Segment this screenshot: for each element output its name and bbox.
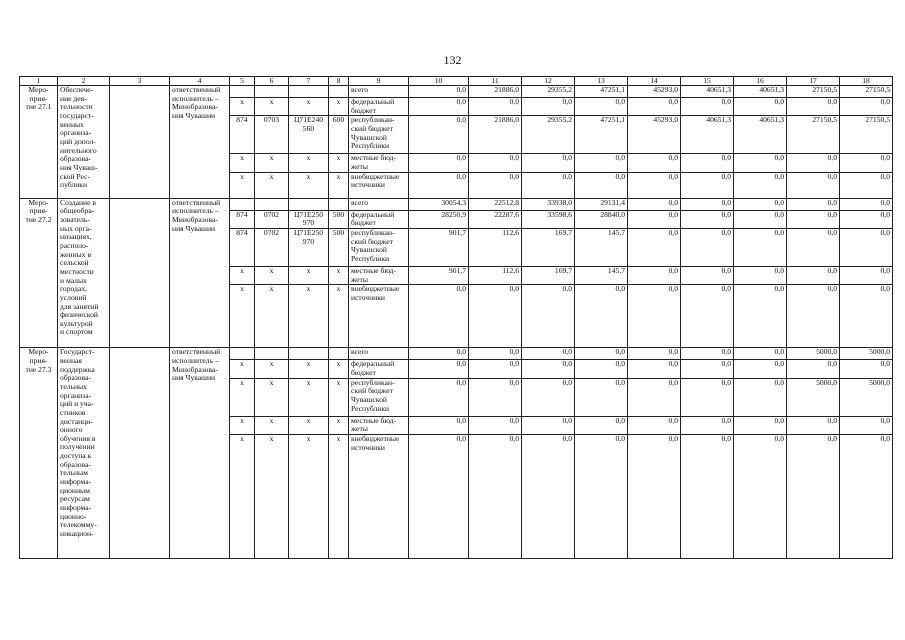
value-cell-year-3: 0,0 <box>522 348 575 360</box>
value-cell-year-7: 40651,3 <box>734 86 787 98</box>
value-cell-year-6: 0,0 <box>681 228 734 266</box>
value-cell-year-3: 0,0 <box>522 98 575 116</box>
code-expense-type-cell: x <box>329 416 349 434</box>
measure-number: Меро- прия- тие 27.1 <box>20 86 58 199</box>
code-target-item-cell: x <box>289 434 329 558</box>
value-cell-year-1: 30054,3 <box>409 198 469 210</box>
header-cell-17: 17 <box>787 77 840 86</box>
value-cell-year-4: 0,0 <box>575 360 628 378</box>
value-cell-year-4: 145,7 <box>575 228 628 266</box>
value-cell-year-2: 0,0 <box>469 154 522 172</box>
header-cell-2: 2 <box>58 77 110 86</box>
funding-source-cell: местные бюд- жеты <box>349 266 409 284</box>
value-cell-year-8: 27150,5 <box>787 116 840 154</box>
code-section-cell <box>255 348 289 360</box>
table-body <box>20 86 893 559</box>
value-cell-year-8: 0,0 <box>787 172 840 198</box>
code-section-cell: x <box>255 154 289 172</box>
value-cell-year-4: 0,0 <box>575 348 628 360</box>
code-expense-type-cell: x <box>329 98 349 116</box>
code-expense-type-cell: x <box>329 266 349 284</box>
value-cell-year-2: 0,0 <box>469 360 522 378</box>
value-cell-year-6: 40651,3 <box>681 116 734 154</box>
executor-cell: ответственный исполнитель – Минобразова- ния Чувашии <box>170 348 230 559</box>
value-cell-year-8: 0,0 <box>787 434 840 558</box>
value-cell-year-5: 0,0 <box>628 172 681 198</box>
column-3-cell <box>110 348 170 559</box>
code-grbs-cell: x <box>230 434 255 558</box>
value-cell-year-3: 29355,2 <box>522 116 575 154</box>
value-cell-year-8: 0,0 <box>787 228 840 266</box>
value-cell-year-4: 0,0 <box>575 98 628 116</box>
value-cell-year-2: 21886,0 <box>469 116 522 154</box>
value-cell-year-5: 45293,0 <box>628 116 681 154</box>
code-target-item-cell: x <box>289 416 329 434</box>
funding-source-cell: республикан- ский бюджет Чувашской Республики <box>349 116 409 154</box>
value-cell-year-3: 169,7 <box>522 228 575 266</box>
code-grbs-cell <box>230 198 255 210</box>
value-cell-year-2: 22287,6 <box>469 210 522 228</box>
header-cell-14: 14 <box>628 77 681 86</box>
value-cell-year-7: 0,0 <box>734 266 787 284</box>
value-cell-year-6: 0,0 <box>681 198 734 210</box>
value-cell-year-5: 0,0 <box>628 360 681 378</box>
value-cell-year-5: 0,0 <box>628 210 681 228</box>
header-cell-6: 6 <box>255 77 289 86</box>
code-section-cell: x <box>255 285 289 348</box>
code-section-cell: x <box>255 416 289 434</box>
header-cell-5: 5 <box>230 77 255 86</box>
value-cell-year-1: 901,7 <box>409 228 469 266</box>
funding-source-cell: федеральный бюджет <box>349 98 409 116</box>
funding-source-cell: федеральный бюджет <box>349 360 409 378</box>
value-cell-year-1: 0,0 <box>409 434 469 558</box>
code-target-item-cell <box>289 198 329 210</box>
code-target-item-cell: x <box>289 98 329 116</box>
code-expense-type-cell <box>329 86 349 98</box>
value-cell-year-3: 0,0 <box>522 285 575 348</box>
code-section-cell: 0703 <box>255 116 289 154</box>
value-cell-year-3: 0,0 <box>522 360 575 378</box>
value-cell-year-6: 0,0 <box>681 285 734 348</box>
code-target-item-cell: x <box>289 172 329 198</box>
value-cell-year-1: 0,0 <box>409 98 469 116</box>
value-cell-year-4: 0,0 <box>575 172 628 198</box>
code-expense-type-cell: x <box>329 285 349 348</box>
header-cell-18: 18 <box>840 77 893 86</box>
code-grbs-cell: 874 <box>230 228 255 266</box>
value-cell-year-7: 0,0 <box>734 285 787 348</box>
code-section-cell: x <box>255 172 289 198</box>
table-row <box>20 86 893 98</box>
code-expense-type-cell: x <box>329 360 349 378</box>
value-cell-year-1: 0,0 <box>409 378 469 416</box>
header-row <box>20 77 893 86</box>
code-expense-type-cell: 600 <box>329 116 349 154</box>
code-grbs-cell <box>230 86 255 98</box>
code-expense-type-cell: x <box>329 434 349 558</box>
value-cell-year-7: 0,0 <box>734 348 787 360</box>
value-cell-year-6: 0,0 <box>681 172 734 198</box>
measure-name: Государст- венная поддержка образова- тельных организа- ций и уча- стников дистанци- онного обучения в получении доступа к образова- тельным информа- ционным ресурсам информа- ционно- телекомму- никацион- <box>58 348 110 559</box>
value-cell-year-9: 5000,0 <box>840 348 893 360</box>
value-cell-year-6: 0,0 <box>681 360 734 378</box>
code-grbs-cell: x <box>230 154 255 172</box>
value-cell-year-5: 0,0 <box>628 378 681 416</box>
value-cell-year-8: 5000,0 <box>787 348 840 360</box>
header-cell-4: 4 <box>170 77 230 86</box>
code-expense-type-cell: x <box>329 378 349 416</box>
value-cell-year-9: 0,0 <box>840 285 893 348</box>
column-3-cell <box>110 86 170 199</box>
value-cell-year-8: 0,0 <box>787 416 840 434</box>
header-cell-16: 16 <box>734 77 787 86</box>
funding-source-cell: республикан- ский бюджет Чувашской Республики <box>349 228 409 266</box>
value-cell-year-7: 0,0 <box>734 434 787 558</box>
code-expense-type-cell: 500 <box>329 210 349 228</box>
code-expense-type-cell <box>329 198 349 210</box>
code-section-cell: 0702 <box>255 210 289 228</box>
value-cell-year-9: 0,0 <box>840 360 893 378</box>
funding-source-cell: республикан- ский бюджет Чувашской Республики <box>349 378 409 416</box>
measure-name: Создание в общеобра- зователь- ных орга- низациях, располо- женных в сельской местности и малых городах, условий для занятий физической культурой и спортом <box>58 198 110 348</box>
funding-source-cell: всего <box>349 198 409 210</box>
value-cell-year-7: 0,0 <box>734 360 787 378</box>
code-section-cell: x <box>255 360 289 378</box>
value-cell-year-7: 0,0 <box>734 228 787 266</box>
header-cell-1: 1 <box>20 77 58 86</box>
value-cell-year-9: 0,0 <box>840 198 893 210</box>
header-cell-12: 12 <box>522 77 575 86</box>
code-grbs-cell: 874 <box>230 210 255 228</box>
value-cell-year-1: 0,0 <box>409 348 469 360</box>
executor-cell: ответственный исполнитель – Минобразова- ния Чувашии <box>170 198 230 348</box>
code-grbs-cell: x <box>230 172 255 198</box>
value-cell-year-4: 28840,0 <box>575 210 628 228</box>
measure-number: Меро- прия- тие 27.2 <box>20 198 58 348</box>
code-expense-type-cell <box>329 348 349 360</box>
header-cell-11: 11 <box>469 77 522 86</box>
measure-name: Обеспече- ние дея- тельности государст- венных организа- ций допол- нительного образова- ния Чуваш- ской Рес- публики <box>58 86 110 199</box>
table-row <box>20 348 893 360</box>
value-cell-year-1: 0,0 <box>409 86 469 98</box>
value-cell-year-9: 0,0 <box>840 228 893 266</box>
value-cell-year-2: 112,6 <box>469 266 522 284</box>
header-cell-3: 3 <box>110 77 170 86</box>
value-cell-year-8: 5000,0 <box>787 378 840 416</box>
value-cell-year-9: 27150,5 <box>840 116 893 154</box>
code-section-cell <box>255 198 289 210</box>
value-cell-year-4: 145,7 <box>575 266 628 284</box>
value-cell-year-4: 47251,1 <box>575 86 628 98</box>
value-cell-year-6: 0,0 <box>681 154 734 172</box>
funding-source-cell: внебюджетные источники <box>349 172 409 198</box>
code-grbs-cell: 874 <box>230 116 255 154</box>
value-cell-year-3: 0,0 <box>522 434 575 558</box>
code-grbs-cell <box>230 348 255 360</box>
value-cell-year-9: 0,0 <box>840 172 893 198</box>
value-cell-year-8: 27150,5 <box>787 86 840 98</box>
value-cell-year-5: 0,0 <box>628 154 681 172</box>
header-cell-15: 15 <box>681 77 734 86</box>
value-cell-year-3: 169,7 <box>522 266 575 284</box>
value-cell-year-6: 0,0 <box>681 378 734 416</box>
value-cell-year-2: 0,0 <box>469 348 522 360</box>
value-cell-year-8: 0,0 <box>787 198 840 210</box>
value-cell-year-3: 33598,6 <box>522 210 575 228</box>
code-target-item-cell: x <box>289 154 329 172</box>
value-cell-year-1: 0,0 <box>409 172 469 198</box>
value-cell-year-2: 21886,0 <box>469 86 522 98</box>
value-cell-year-5: 0,0 <box>628 416 681 434</box>
funding-source-cell: внебюджетные источники <box>349 434 409 558</box>
value-cell-year-2: 0,0 <box>469 172 522 198</box>
value-cell-year-5: 0,0 <box>628 228 681 266</box>
header-cell-7: 7 <box>289 77 329 86</box>
value-cell-year-7: 0,0 <box>734 416 787 434</box>
value-cell-year-6: 40651,3 <box>681 86 734 98</box>
code-grbs-cell: x <box>230 266 255 284</box>
code-section-cell: 0702 <box>255 228 289 266</box>
value-cell-year-9: 5000,0 <box>840 378 893 416</box>
funding-source-cell: всего <box>349 348 409 360</box>
code-expense-type-cell: 500 <box>329 228 349 266</box>
code-section-cell <box>255 86 289 98</box>
executor-cell: ответственный исполнитель – Минобразова- ния Чувашии <box>170 86 230 199</box>
value-cell-year-3: 0,0 <box>522 378 575 416</box>
code-section-cell: x <box>255 266 289 284</box>
value-cell-year-4: 0,0 <box>575 416 628 434</box>
funding-source-cell: всего <box>349 86 409 98</box>
value-cell-year-8: 0,0 <box>787 210 840 228</box>
page-number: 132 <box>443 53 462 67</box>
value-cell-year-2: 22512,8 <box>469 198 522 210</box>
value-cell-year-8: 0,0 <box>787 360 840 378</box>
value-cell-year-4: 0,0 <box>575 285 628 348</box>
value-cell-year-2: 0,0 <box>469 416 522 434</box>
value-cell-year-9: 27150,5 <box>840 86 893 98</box>
column-3-cell <box>110 198 170 348</box>
code-expense-type-cell: x <box>329 154 349 172</box>
value-cell-year-4: 0,0 <box>575 434 628 558</box>
code-target-item-cell: x <box>289 285 329 348</box>
header-cell-9: 9 <box>349 77 409 86</box>
value-cell-year-1: 28250,9 <box>409 210 469 228</box>
value-cell-year-7: 0,0 <box>734 198 787 210</box>
value-cell-year-5: 0,0 <box>628 266 681 284</box>
value-cell-year-7: 0,0 <box>734 378 787 416</box>
budget-table <box>19 76 893 559</box>
value-cell-year-2: 0,0 <box>469 378 522 416</box>
code-target-item-cell <box>289 86 329 98</box>
value-cell-year-9: 0,0 <box>840 154 893 172</box>
value-cell-year-5: 0,0 <box>628 348 681 360</box>
value-cell-year-3: 29355,2 <box>522 86 575 98</box>
value-cell-year-5: 0,0 <box>628 98 681 116</box>
value-cell-year-3: 0,0 <box>522 172 575 198</box>
value-cell-year-9: 0,0 <box>840 434 893 558</box>
code-expense-type-cell: x <box>329 172 349 198</box>
code-target-item-cell <box>289 348 329 360</box>
value-cell-year-4: 47251,1 <box>575 116 628 154</box>
value-cell-year-2: 0,0 <box>469 98 522 116</box>
funding-source-cell: местные бюд- жеты <box>349 416 409 434</box>
value-cell-year-2: 0,0 <box>469 285 522 348</box>
value-cell-year-8: 0,0 <box>787 266 840 284</box>
code-target-item-cell: x <box>289 378 329 416</box>
value-cell-year-5: 0,0 <box>628 434 681 558</box>
value-cell-year-3: 33938,0 <box>522 198 575 210</box>
code-grbs-cell: x <box>230 360 255 378</box>
table-row <box>20 198 893 210</box>
value-cell-year-4: 0,0 <box>575 154 628 172</box>
value-cell-year-5: 0,0 <box>628 198 681 210</box>
value-cell-year-6: 0,0 <box>681 434 734 558</box>
funding-source-cell: внебюджетные источники <box>349 285 409 348</box>
value-cell-year-1: 0,0 <box>409 154 469 172</box>
code-target-item-cell: Ц71Е250 970 <box>289 210 329 228</box>
value-cell-year-8: 0,0 <box>787 154 840 172</box>
code-grbs-cell: x <box>230 98 255 116</box>
code-target-item-cell: Ц71Е240 560 <box>289 116 329 154</box>
value-cell-year-7: 0,0 <box>734 98 787 116</box>
value-cell-year-9: 0,0 <box>840 266 893 284</box>
value-cell-year-6: 0,0 <box>681 266 734 284</box>
value-cell-year-9: 0,0 <box>840 98 893 116</box>
value-cell-year-7: 0,0 <box>734 172 787 198</box>
value-cell-year-2: 0,0 <box>469 434 522 558</box>
funding-source-cell: федеральный бюджет <box>349 210 409 228</box>
value-cell-year-4: 29131,4 <box>575 198 628 210</box>
code-target-item-cell: Ц71Е250 970 <box>289 228 329 266</box>
code-section-cell: x <box>255 378 289 416</box>
code-section-cell: x <box>255 98 289 116</box>
code-target-item-cell: x <box>289 360 329 378</box>
value-cell-year-5: 0,0 <box>628 285 681 348</box>
value-cell-year-9: 0,0 <box>840 416 893 434</box>
value-cell-year-8: 0,0 <box>787 285 840 348</box>
funding-source-cell: местные бюд- жеты <box>349 154 409 172</box>
value-cell-year-4: 0,0 <box>575 378 628 416</box>
value-cell-year-6: 0,0 <box>681 98 734 116</box>
value-cell-year-6: 0,0 <box>681 348 734 360</box>
value-cell-year-6: 0,0 <box>681 210 734 228</box>
value-cell-year-8: 0,0 <box>787 98 840 116</box>
header-cell-13: 13 <box>575 77 628 86</box>
code-grbs-cell: x <box>230 378 255 416</box>
header-cell-10: 10 <box>409 77 469 86</box>
value-cell-year-3: 0,0 <box>522 416 575 434</box>
value-cell-year-5: 45293,0 <box>628 86 681 98</box>
value-cell-year-6: 0,0 <box>681 416 734 434</box>
value-cell-year-1: 0,0 <box>409 416 469 434</box>
value-cell-year-1: 901,7 <box>409 266 469 284</box>
value-cell-year-1: 0,0 <box>409 285 469 348</box>
value-cell-year-7: 40651,3 <box>734 116 787 154</box>
code-grbs-cell: x <box>230 416 255 434</box>
header-cell-8: 8 <box>329 77 349 86</box>
value-cell-year-1: 0,0 <box>409 116 469 154</box>
value-cell-year-7: 0,0 <box>734 210 787 228</box>
code-target-item-cell: x <box>289 266 329 284</box>
measure-number: Меро- прия- тие 27.3 <box>20 348 58 559</box>
value-cell-year-1: 0,0 <box>409 360 469 378</box>
value-cell-year-2: 112,6 <box>469 228 522 266</box>
value-cell-year-9: 0,0 <box>840 210 893 228</box>
value-cell-year-3: 0,0 <box>522 154 575 172</box>
code-grbs-cell: x <box>230 285 255 348</box>
code-section-cell: x <box>255 434 289 558</box>
value-cell-year-7: 0,0 <box>734 154 787 172</box>
